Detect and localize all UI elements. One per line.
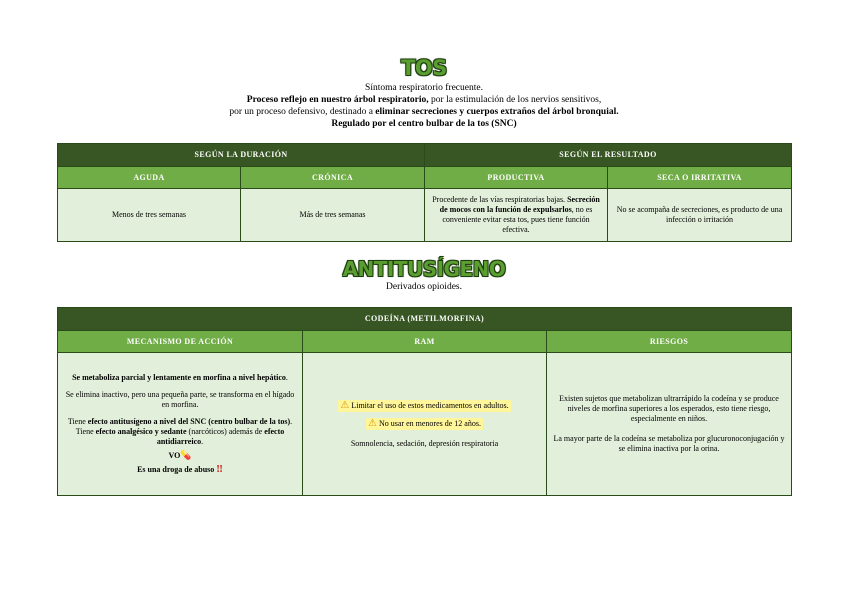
mecanismo-vo: VO💊 xyxy=(168,450,192,460)
header-aguda: AGUDA xyxy=(58,167,241,189)
cell-cronica: Más de tres semanas xyxy=(241,189,425,242)
ram-effects: Somnolencia, sedación, depresión respiratoria xyxy=(350,438,499,448)
mecanismo-p2: Se elimina inactivo, pero una pequeña parte, se transforma en el hígado en morfina. xyxy=(65,390,295,409)
pill-icon: 💊 xyxy=(180,450,192,460)
double-exclamation-icon: ‼ xyxy=(216,463,223,475)
tos-intro-line1: Síntoma respiratorio frecuente. xyxy=(365,83,483,93)
header-segun-resultado: SEGÚN EL RESULTADO xyxy=(425,144,792,167)
ram-warning-2: ⚠ No usar en menores de 12 años. xyxy=(368,417,481,429)
cell-riesgos xyxy=(547,353,792,496)
tos-classification-table xyxy=(57,143,792,242)
header-seca: SECA O IRRITATIVA xyxy=(608,167,792,189)
mecanismo-p3: Tiene efecto antitusígeno a nivel del SNC (centro bulbar de la tos). Tiene efecto analgésico y sedante (narcóticos) además de efecto antidiarreico. xyxy=(67,417,293,446)
tos-intro-line3: por un proceso defensivo, destinado a eliminar secreciones y cuerpos extraños del árbol bronquial. xyxy=(229,107,619,117)
antitusigeno-title: ANTITUSÍGENO xyxy=(342,257,506,281)
tos-intro-line4: Regulado por el centro bulbar de la tos (SNC) xyxy=(331,119,517,129)
ram-warning-1: ⚠ Limitar el uso de estos medicamentos en adultos. xyxy=(340,399,509,411)
cell-ram xyxy=(303,353,547,496)
tos-intro xyxy=(0,82,848,130)
mecanismo-abuse: Es una droga de abuso ‼ xyxy=(137,463,223,475)
header-segun-duracion: SEGÚN LA DURACIÓN xyxy=(58,144,425,167)
header-mecanismo: MECANISMO DE ACCIÓN xyxy=(58,331,303,353)
tos-title: TOS xyxy=(401,56,447,80)
cell-seca: No se acompaña de secreciones, es producto de una infección o irritación xyxy=(608,189,792,242)
codeina-table xyxy=(57,307,792,496)
cell-productiva: Procedente de las vías respiratorias bajas. Secreción de mocos con la función de expulsarlos, no es conveniente evitar esta tos, pues tiene función efectiva. xyxy=(425,189,608,242)
header-codeina: CODEÍNA (METILMORFINA) xyxy=(58,308,792,331)
cell-mecanismo xyxy=(58,353,303,496)
header-riesgos: RIESGOS xyxy=(547,331,792,353)
antitusigeno-subtitle: Derivados opioides. xyxy=(386,282,462,292)
cell-aguda: Menos de tres semanas xyxy=(58,189,241,242)
warning-icon: ⚠ xyxy=(340,399,350,411)
mecanismo-p1: Se metaboliza parcial y lentamente en morfina a nivel hepático. xyxy=(72,373,288,382)
riesgos-p2: La mayor parte de la codeína se metaboliza por glucuronoconjugación y se elimina inactiva por la orina. xyxy=(553,434,785,453)
warning-icon: ⚠ xyxy=(368,417,377,429)
header-ram: RAM xyxy=(303,331,547,353)
tos-intro-line2: Proceso reflejo en nuestro árbol respiratorio, por la estimulación de los nervios sensitivos, xyxy=(246,95,602,105)
riesgos-p1: Existen sujetos que metabolizan ultrarrápido la codeína y se produce niveles de morfina superiores a los esperados, esto tiene riesgo, especialmente en niños. xyxy=(559,394,779,423)
header-productiva: PRODUCTIVA xyxy=(425,167,608,189)
header-cronica: CRÓNICA xyxy=(241,167,425,189)
